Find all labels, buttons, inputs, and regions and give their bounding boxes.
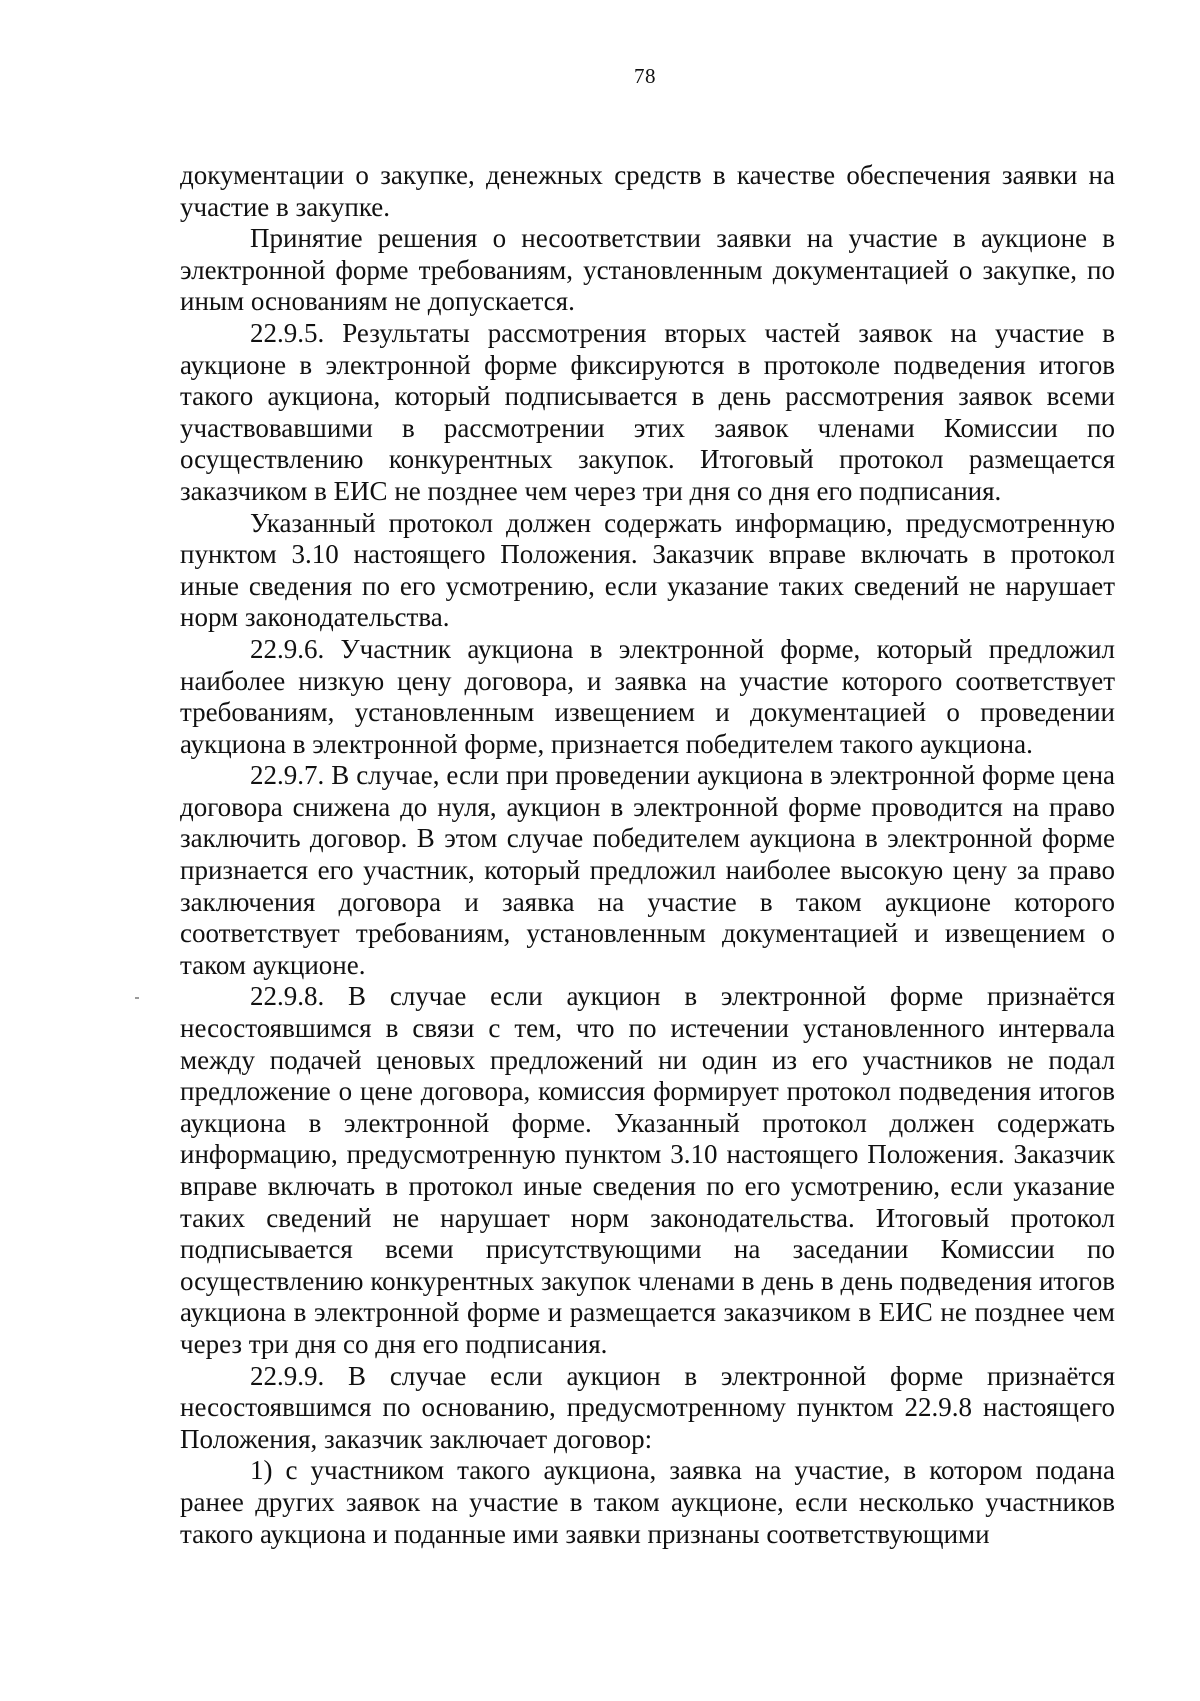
- document-body: [180, 160, 1115, 1550]
- paragraph-22-9-9: 22.9.9. В случае если аукцион в электронной форме признаётся несостоявшимся по основанию, предусмотренному пунктом 22.9.8 настоящего Положения, заказчик заключает договор:: [180, 1360, 1115, 1454]
- paragraph-22-9-7: 22.9.7. В случае, если при проведении аукциона в электронной форме цена договора снижена до нуля, аукцион в электронной форме проводится на право заключить договор. В этом случае победителем аукциона в электронной форме признается его участник, который предложил наиболее высокую цену за право заключения договора и заявка на участие в таком аукционе которого соответствует требованиям, установленным документацией и извещением о таком аукционе.: [180, 760, 1115, 980]
- page-number: 78: [634, 64, 656, 88]
- paragraph: документации о закупке, денежных средств в качестве обеспечения заявки на участие в закупке.: [180, 160, 1115, 222]
- list-item-1: 1) с участником такого аукциона, заявка на участие, в котором подана ранее других заявок на участие в таком аукционе, если несколько участников такого аукциона и поданные ими заявки признаны соответствующими: [180, 1455, 1115, 1549]
- paragraph: Указанный протокол должен содержать информацию, предусмотренную пунктом 3.10 настоящего Положения. Заказчик вправе включать в протокол иные сведения по его усмотрению, если указание таких сведений не нарушает норм законодательства.: [180, 507, 1115, 633]
- paragraph-22-9-6: 22.9.6. Участник аукциона в электронной форме, который предложил наиболее низкую цену договора, и заявка на участие которого соответствует требованиям, установленным извещением и документацией о проведении аукциона в электронной форме, признается победителем такого аукциона.: [180, 633, 1115, 759]
- scan-artifact-mark: [135, 997, 139, 999]
- paragraph-22-9-5: 22.9.5. Результаты рассмотрения вторых частей заявок на участие в аукционе в электронной форме фиксируются в протоколе подведения итогов такого аукциона, который подписывается в день рассмотрения заявок всеми участвовавшими в рассмотрении этих заявок членами Комиссии по осуществлению конкурентных закупок. Итоговый протокол размещается заказчиком в ЕИС не позднее чем через три дня со дня его подписания.: [180, 317, 1115, 506]
- paragraph: Принятие решения о несоответствии заявки на участие в аукционе в электронной форме требованиям, установленным документацией о закупке, по иным основаниям не допускается.: [180, 223, 1115, 317]
- paragraph-22-9-8: 22.9.8. В случае если аукцион в электронной форме признаётся несостоявшимся в связи с тем, что по истечении установленного интервала между подачей ценовых предложений ни один из его участников не подал предложение о цене договора, комиссия формирует протокол подведения итогов аукциона в электронной форме. Указанный протокол должен содержать информацию, предусмотренную пунктом 3.10 настоящего Положения. Заказчик вправе включать в протокол иные сведения по его усмотрению, если указание таких сведений не нарушает норм законодательства. Итоговый протокол подписывается всеми присутствующими на заседании Комиссии по осуществлению конкурентных закупок членами в день в день подведения итогов аукциона в электронной форме и размещается заказчиком в ЕИС не позднее чем через три дня со дня его подписания.: [180, 981, 1115, 1359]
